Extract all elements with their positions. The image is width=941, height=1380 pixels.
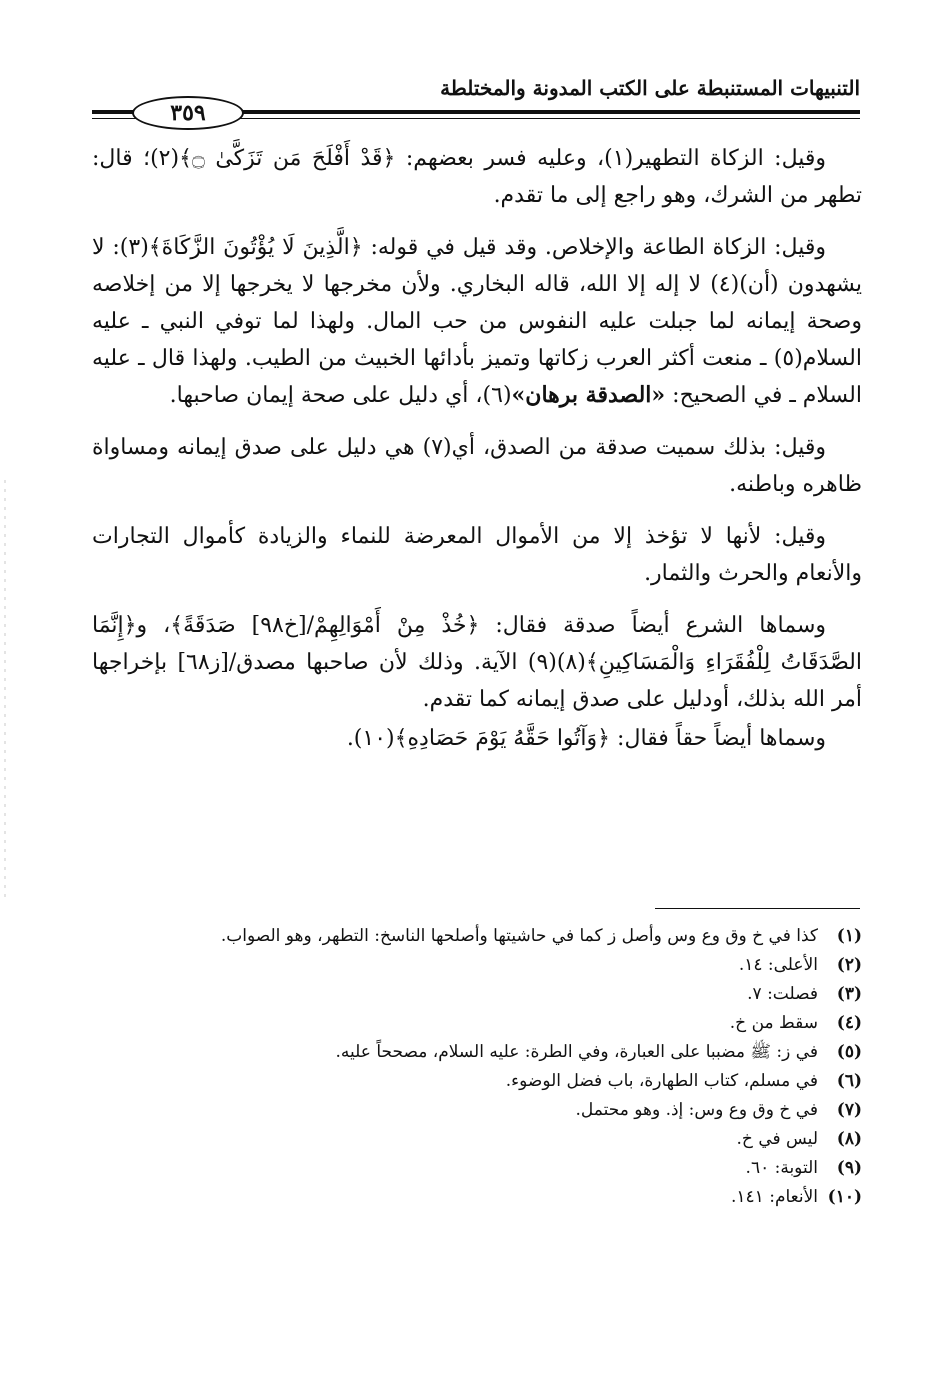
footnote-number: (٥) xyxy=(836,1042,862,1062)
running-title: التنبيهات المستنبطة على الكتب المدونة والمختلطة xyxy=(440,76,860,100)
footnote-number: (٩) xyxy=(836,1158,862,1178)
footnote-number: (١٠) xyxy=(827,1187,862,1207)
footnote-text: التوبة: ٦٠. xyxy=(745,1158,818,1178)
scan-margin-noise xyxy=(4,480,6,900)
footnote-item xyxy=(92,922,862,951)
footnote-item xyxy=(92,980,862,1009)
paragraph-truthfulness: وقيل: بذلك سميت صدقة من الصدق، أي(٧) هي دليل على صدق إيمانه ومساواة ظاهره وباطنه. xyxy=(92,435,862,497)
footnote-item xyxy=(92,951,862,980)
footnote-item xyxy=(92,1125,862,1154)
footnote-text: الأنعام: ١٤١. xyxy=(731,1187,818,1207)
page-number: ٣٥٩ xyxy=(132,96,244,130)
paragraph-obedience xyxy=(92,229,862,414)
main-text xyxy=(92,140,862,772)
paragraph-charity: وسماها الشرع أيضاً صدقة فقال: ﴿خُذْ مِنْ أَمْوَالِهِمْ/[خ٩٨] صَدَقَةً﴾، و﴿إِنَّمَا الصَّدَقَاتُ لِلْفُقَرَاءِ وَالْمَسَاكِينِ﴾(٨)(٩) الآية. وذلك لأن صاحبها مصدق/[ز٦٨] بإخراجها أمر الله بذلك، أودليل على صدق إيمانه كما تقدم. xyxy=(92,613,862,712)
footnote-text: في خ وق وع وس: إذ. وهو محتمل. xyxy=(575,1100,818,1120)
paragraph-obedience-tail: (٦)، أي دليل على صحة إيمان صاحبها. xyxy=(169,383,512,408)
footnote-text: في مسلم، كتاب الطهارة، باب فضل الوضوء. xyxy=(505,1071,818,1091)
hadith-quote: «الصدقة برهان» xyxy=(511,382,666,408)
footnote-item xyxy=(92,1183,862,1212)
paragraph-purification: وقيل: الزكاة التطهير(١)، وعليه فسر بعضهم: ﴿قَدْ أَفْلَحَ مَن تَزَكَّىٰ ۝﴾(٢)؛ قال: تطهر من الشرك، وهو راجع إلى ما تقدم. xyxy=(92,146,862,208)
footnote-text: في ز: ﷺ مضببا على العبارة، وفي الطرة: عليه السلام، مصححاً عليه. xyxy=(335,1042,818,1062)
footnote-number: (١) xyxy=(836,926,862,946)
footnote-number: (٦) xyxy=(836,1071,862,1091)
footnote-number: (٨) xyxy=(836,1129,862,1149)
footnote-text: فصلت: ٧. xyxy=(747,984,818,1004)
paragraph-obedience-text: وقيل: الزكاة الطاعة والإخلاص. وقد قيل في قوله: ﴿الَّذِينَ لَا يُؤْتُونَ الزَّكَاةَ﴾(٣): لا يشهدون (أن)(٤) لا إله إلا الله، قاله البخاري. ولأن مخرجها لا يخرجها إلا من إخلاصه وصحة إيمانه لما جبلت عليه النفوس من حب المال. ولهذا لما توفي النبي ـ عليه السلام(٥) ـ منعت أكثر العرب زكاتها وتميز بأدائها الخبيث من الطيب. ولهذا قال ـ عليه السلام ـ في الصحيح: xyxy=(92,235,862,408)
footnotes xyxy=(92,922,862,1212)
footnote-number: (٤) xyxy=(836,1013,862,1033)
footnote-number: (٧) xyxy=(836,1100,862,1120)
paragraph-growth: وقيل: لأنها لا تؤخذ إلا من الأموال المعرضة للنماء والزيادة كأموال التجارات والأنعام والحرث والثمار. xyxy=(92,524,862,586)
footnote-text: الأعلى: ١٤. xyxy=(738,955,818,975)
footnote-item xyxy=(92,1038,862,1067)
footnote-number: (٢) xyxy=(836,955,862,975)
footnote-number: (٣) xyxy=(836,984,862,1004)
footnote-item xyxy=(92,1154,862,1183)
footnote-item xyxy=(92,1009,862,1038)
paragraph-right: وسماها أيضاً حقاً فقال: ﴿وَآتُوا حَقَّهُ يَوْمَ حَصَادِهِ﴾(١٠). xyxy=(346,726,826,751)
footnote-item xyxy=(92,1096,862,1125)
footnote-item xyxy=(92,1067,862,1096)
footnote-text: كذا في خ وق وع وس وأصل ز كما في حاشيتها وأصلحها الناسخ: التطهر، وهو الصواب. xyxy=(220,926,818,946)
footnote-text: ليس في خ. xyxy=(736,1129,818,1149)
page-header xyxy=(92,70,860,128)
footnote-text: سقط من خ. xyxy=(729,1013,818,1033)
footnote-separator xyxy=(655,908,860,909)
